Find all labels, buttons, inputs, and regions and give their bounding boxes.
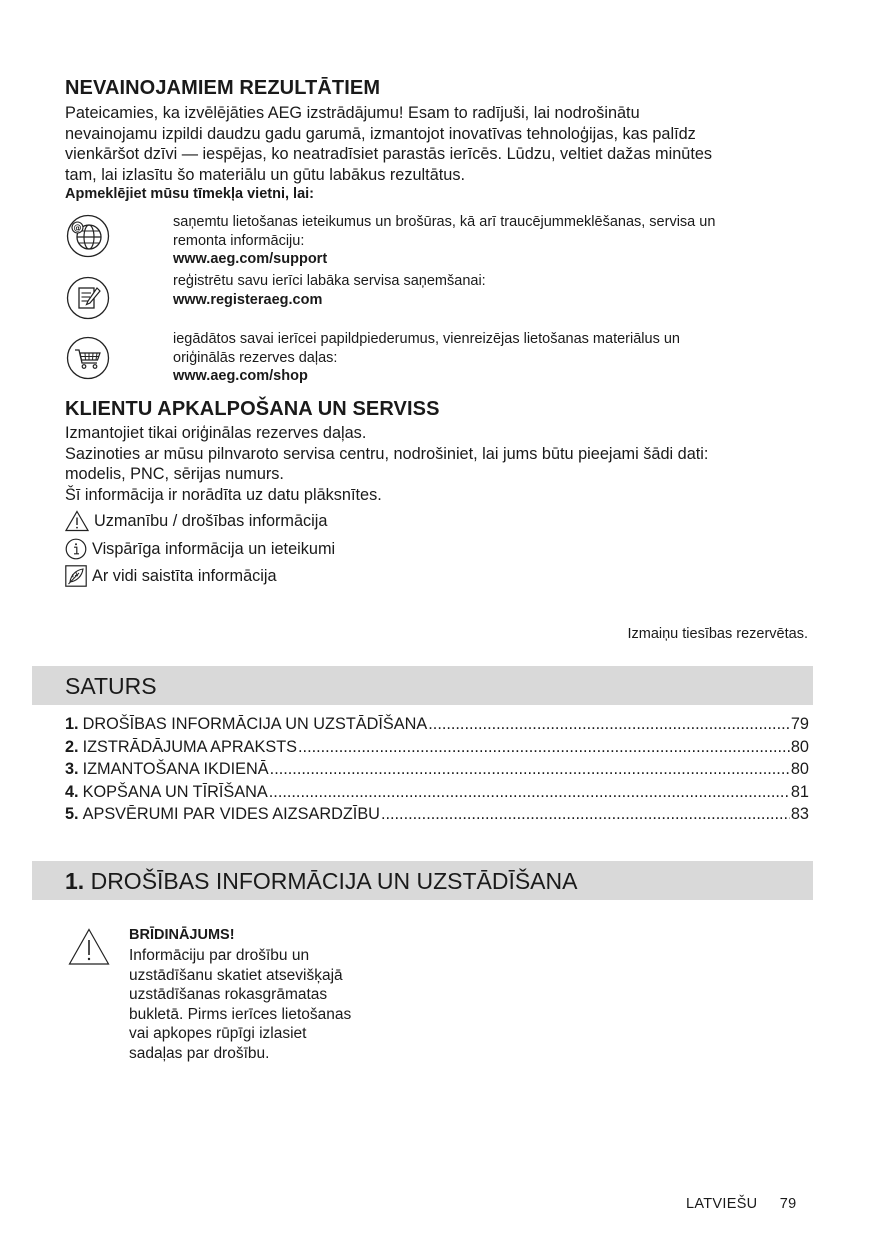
toc-item[interactable] <box>65 805 809 828</box>
intro-line: tam, lai izlasītu šo materiālu un gūtu labākus rezultātus. <box>65 165 465 184</box>
chapter1-heading <box>65 868 577 895</box>
intro-line: vienkāršot dzīvi — iespējas, ko neatradīsiet parastās ierīcēs. Lūdzu, veltiet dažas minūtes <box>65 145 713 163</box>
symbol-row-info <box>65 538 335 560</box>
symbol-label: Uzmanību / drošības informācija <box>94 511 328 530</box>
service-line: Izmantojiet tikai oriģinālas rezerves daļas. <box>65 424 367 442</box>
warning-line: vai apkopes rūpīgi izlasiet <box>129 1025 307 1042</box>
web-item-line: remonta informāciju: <box>173 232 305 249</box>
warning-line: uzstādīšanu skatiet atsevišķajā <box>129 966 343 984</box>
register-link[interactable]: www.registeraeg.com <box>173 291 323 308</box>
info-icon <box>65 538 87 560</box>
toc-leader <box>270 760 790 779</box>
warning-line: sadaļas par drošību. <box>129 1044 270 1062</box>
intro-paragraph <box>65 103 815 185</box>
warning-icon <box>68 928 110 966</box>
toc-item[interactable] <box>65 738 809 761</box>
toc-page: 80 <box>790 737 809 756</box>
chapter1-title: DROŠĪBAS INFORMĀCIJA UN UZSTĀDĪŠANA <box>90 868 578 894</box>
intro-line: Pateicamies, ka izvēlējāties AEG izstrādājumu! Esam to radījuši, lai nodrošinātu <box>65 104 640 122</box>
toc-number: 3. <box>65 760 79 778</box>
toc-item[interactable] <box>65 715 809 738</box>
web-item-support <box>173 213 813 269</box>
support-link[interactable]: www.aeg.com/support <box>173 251 328 267</box>
chapter1-number: 1. <box>65 868 85 894</box>
intro-title: NEVAINOJAMIEM REZULTĀTIEM <box>65 77 381 99</box>
contents-title: SATURS <box>65 673 157 699</box>
toc-page: 83 <box>790 805 809 823</box>
page-footer <box>686 1196 797 1212</box>
visit-label: Apmeklējiet mūsu tīmekļa vietni, lai: <box>65 186 314 202</box>
service-line: Sazinoties ar mūsu pilnvaroto servisa centru, nodrošiniet, lai jums būtu pieejami šādi dati: <box>65 444 709 463</box>
warning-line: bukletā. Pirms ierīces lietošanas <box>129 1005 352 1023</box>
warning-icon <box>65 510 89 532</box>
shop-link[interactable]: www.aeg.com/shop <box>173 368 308 384</box>
toc-label: APSVĒRUMI PAR VIDES AIZSARDZĪBU <box>82 805 380 823</box>
toc-leader <box>381 805 790 824</box>
toc-label: DROŠĪBAS INFORMĀCIJA UN UZSTĀDĪŠANA <box>82 715 428 733</box>
toc-page: 80 <box>790 760 809 778</box>
web-item-line: oriģinālās rezerves daļas: <box>173 349 338 366</box>
toc-number: 5. <box>65 805 79 823</box>
web-item-line: saņemtu lietošanas ieteikumus un brošūras, kā arī traucējummeklēšanas, servisa un <box>173 214 716 230</box>
warning-line: Informāciju par drošību un <box>129 947 310 964</box>
warning-line: uzstādīšanas rokasgrāmatas <box>129 986 328 1003</box>
service-paragraph <box>65 423 815 505</box>
footer-language: LATVIEŠU <box>686 1196 758 1212</box>
register-icon <box>66 276 110 320</box>
service-line: modelis, PNC, sērijas numurs. <box>65 465 284 483</box>
toc-item[interactable] <box>65 783 809 806</box>
symbol-label: Ar vidi saistīta informācija <box>92 566 277 585</box>
toc-leader <box>298 738 790 757</box>
contents-header-bar <box>32 666 813 705</box>
web-item-line: iegādātos savai ierīcei papildpiederumus, vienreizējas lietošanas materiālus un <box>173 331 680 347</box>
rights-reserved: Izmaiņu tiesības rezervētas. <box>627 626 808 642</box>
toc-leader <box>428 715 790 734</box>
web-item-line: reģistrētu savu ierīci labāka servisa saņemšanai: <box>173 273 486 289</box>
toc-page: 79 <box>790 715 809 733</box>
toc-leader <box>269 783 790 802</box>
web-item-register <box>173 272 813 309</box>
symbol-row-warning <box>65 510 327 532</box>
intro-line: nevainojamu izpildi daudzu gadu garumā, izmantojot inovatīvas tehnoloģijas, kas palīdz <box>65 124 696 143</box>
service-title: KLIENTU APKALPOŠANA UN SERVISS <box>65 398 440 420</box>
toc-label: IZMANTOŠANA IKDIENĀ <box>82 760 269 778</box>
table-of-contents <box>65 715 809 828</box>
symbol-label: Vispārīga informācija un ieteikumi <box>92 539 336 558</box>
symbol-row-environment <box>65 565 277 587</box>
cart-icon <box>66 336 110 380</box>
toc-number: 1. <box>65 715 79 733</box>
svg-text:@: @ <box>73 223 82 233</box>
service-line: Šī informācija ir norādīta uz datu plāksnītes. <box>65 485 382 504</box>
toc-item[interactable] <box>65 760 809 783</box>
toc-number: 2. <box>65 737 79 756</box>
toc-label: KOPŠANA UN TĪRĪŠANA <box>82 782 268 801</box>
page-number: 79 <box>779 1196 797 1212</box>
warning-text <box>129 946 389 1063</box>
chapter1-header-bar <box>32 861 813 900</box>
globe-icon <box>66 214 110 258</box>
leaf-icon <box>65 565 87 587</box>
web-item-shop <box>173 330 813 386</box>
warning-title: BRĪDINĀJUMS! <box>129 927 235 943</box>
toc-label: IZSTRĀDĀJUMA APRAKSTS <box>82 737 298 756</box>
toc-page: 81 <box>790 782 809 801</box>
toc-number: 4. <box>65 782 79 801</box>
